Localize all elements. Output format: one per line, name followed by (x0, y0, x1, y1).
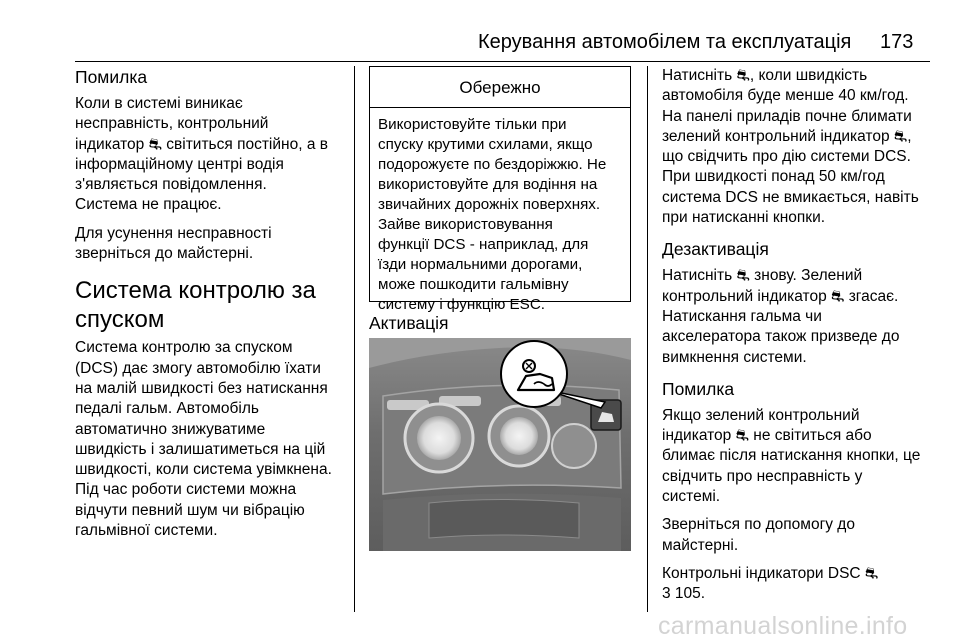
text-line: вимкнення системи. (662, 348, 807, 366)
text-line: зелений контрольний індикатор ⛐, (662, 127, 912, 145)
error-paragraph-right (662, 406, 930, 507)
page-reference-link[interactable]: 3 105. (662, 585, 706, 603)
text-line: При швидкості понад 50 км/год (662, 168, 885, 186)
text-line: системі. (662, 488, 721, 506)
text-line: На панелі приладів почне блимати (662, 107, 912, 125)
text-line: звичайних дорожніх поверхнях. (378, 196, 601, 213)
text-line: подорожуєте по бездоріжжю. Не (378, 156, 607, 173)
text-line: Контрольні індикатори DSC ⛐ (662, 564, 879, 582)
section-heading (75, 276, 347, 334)
text-line: з'являється повідомлення. (75, 176, 267, 194)
climate-knob-middle-center (500, 417, 538, 455)
text-line: їзди нормальними дорогами, (378, 256, 583, 273)
text-line: (DCS) дає змогу автомобілю їхати (75, 359, 321, 377)
text-line: індикатор ⛐ не світиться або (662, 427, 872, 445)
right-column (662, 66, 930, 613)
text-line: Натисніть ⛐, коли швидкість (662, 67, 868, 84)
text-line: акселератора також призведе до (662, 328, 900, 346)
text-line: використовуйте для водіння на (378, 176, 598, 193)
text-line: Система контролю за спуском (75, 339, 293, 357)
error-paragraph (75, 94, 347, 216)
error-heading-right: Помилка (662, 378, 735, 399)
text-line: Натисніть ⛐ знову. Зелений (662, 267, 863, 285)
text-line: може пошкодити гальмівну (378, 276, 569, 293)
caution-box (369, 66, 631, 313)
activation-paragraph (662, 66, 930, 228)
heading-line: спуском (75, 306, 165, 334)
error-heading: Помилка (75, 67, 148, 87)
climate-knob-left-center (417, 416, 461, 460)
text-line: Система не працює. (75, 196, 222, 214)
text-line: контрольний індикатор ⛐ згасає. (662, 287, 899, 305)
reference-paragraph (662, 564, 930, 605)
left-column (75, 66, 347, 549)
text-line: майстерні. (662, 536, 739, 554)
lower-console-tray (429, 500, 579, 539)
watermark: carmanualsonline.info (658, 612, 908, 640)
text-line: автоматично знижуватиме (75, 420, 266, 438)
text-line: на малій швидкості без натискання (75, 379, 328, 397)
text-line: гальмівної системи. (75, 522, 218, 540)
climate-knob-right (552, 424, 596, 468)
text-line: Натискання гальма чи (662, 307, 822, 325)
header-divider (75, 61, 930, 62)
text-line: система DCS не вмикається, навіть (662, 188, 919, 206)
text-line: функції DCS - наприклад, для (378, 236, 589, 253)
activation-heading: Активація (369, 313, 449, 333)
text-line: швидкість і залишатиметься на цій (75, 440, 326, 458)
page-number: 173 (880, 31, 914, 53)
text-line: систему і функцію ESC. (378, 296, 546, 313)
help-paragraph (662, 515, 930, 556)
text-line: індикатор ⛐ світиться постійно, а в (75, 135, 328, 153)
text-line: Коли в системі виникає (75, 95, 243, 112)
text-line: несправність, контрольний (75, 115, 269, 133)
text-line: при натисканні кнопки. (662, 209, 826, 227)
text-line: Зверніться по допомогу до (662, 516, 855, 534)
text-line: зверніться до майстерні. (75, 245, 254, 263)
column-divider-left (354, 66, 355, 612)
text-line: що свідчить про дію системи DCS. (662, 148, 911, 166)
text-line: блимає після натискання кнопки, це (662, 447, 921, 465)
heading-line: Система контролю за (75, 277, 316, 305)
text-line: швидкості, коли система увімкнена. (75, 461, 332, 479)
caution-title: Обережно (370, 67, 630, 108)
text-line: Під час роботи системи можна (75, 481, 297, 499)
text-line: Зайве використовування (378, 216, 553, 233)
text-line: інформаційному центрі водія (75, 155, 284, 173)
caution-text (370, 108, 630, 315)
text-line: Якщо зелений контрольний (662, 406, 860, 424)
text-line: Для усунення несправності (75, 224, 272, 242)
service-paragraph (75, 224, 347, 265)
text-line: педалі гальм. Автомобіль (75, 400, 259, 418)
text-line: Використовуйте тільки при (378, 116, 567, 133)
deactivation-heading: Дезактивація (662, 239, 769, 260)
text-line: спуску крутими схилами, якщо (378, 136, 593, 153)
column-divider-right (647, 66, 648, 612)
page-header-title: Керування автомобілем та експлуатація (478, 31, 852, 53)
section-paragraph (75, 338, 347, 541)
deactivation-paragraph (662, 266, 930, 367)
dcs-button-photo (369, 338, 631, 551)
text-line: свідчить про несправність у (662, 467, 863, 485)
text-line: автомобіля буде менше 40 км/год. (662, 87, 909, 105)
text-line: відчути певний шум чи вібрацію (75, 501, 305, 519)
